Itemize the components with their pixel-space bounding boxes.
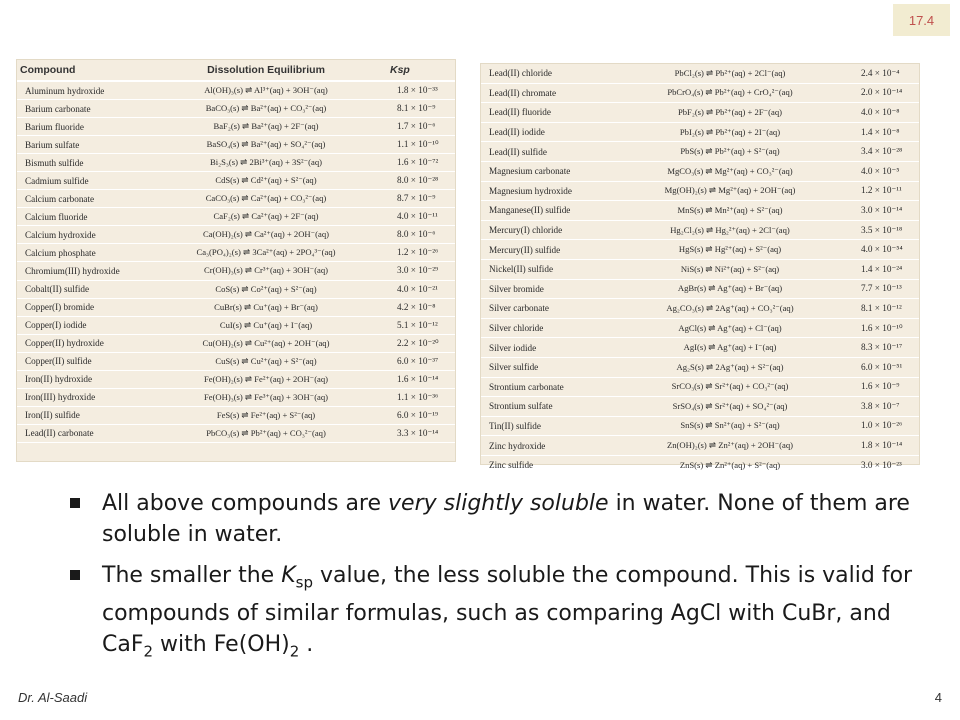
compound-cell: Cobalt(II) sulfide xyxy=(17,280,145,298)
table-row xyxy=(17,244,455,262)
equilibrium-cell: Ag₂S(s) ⇌ 2Ag⁺(aq) + S²⁻(aq) xyxy=(609,357,851,377)
equilibrium-cell: CdS(s) ⇌ Cd²⁺(aq) + S²⁻(aq) xyxy=(145,172,387,190)
square-bullet-icon xyxy=(70,498,80,508)
compound-cell: Lead(II) sulfide xyxy=(481,142,609,162)
compound-cell: Iron(II) hydroxide xyxy=(17,370,145,388)
table-row xyxy=(17,280,455,298)
ksp-cell: 1.7 × 10⁻⁶ xyxy=(387,118,455,136)
ksp-cell: 8.1 × 10⁻⁹ xyxy=(387,100,455,118)
table-row xyxy=(17,172,455,190)
bullet-text xyxy=(102,491,910,547)
ksp-cell: 1.6 × 10⁻¹⁴ xyxy=(387,370,455,388)
bullet-item xyxy=(68,488,928,550)
ksp-cell: 3.4 × 10⁻²⁸ xyxy=(851,142,919,162)
compound-cell: Copper(II) sulfide xyxy=(17,352,145,370)
equilibrium-cell: Ca₃(PO₄)₂(s) ⇌ 3Ca²⁺(aq) + 2PO₄³⁻(aq) xyxy=(145,244,387,262)
equilibrium-cell: Cr(OH)₃(s) ⇌ Cr³⁺(aq) + 3OH⁻(aq) xyxy=(145,262,387,280)
equilibrium-cell: SnS(s) ⇌ Sn²⁺(aq) + S²⁻(aq) xyxy=(609,416,851,436)
table-header-row xyxy=(17,60,455,81)
square-bullet-icon xyxy=(70,570,80,580)
footer-author: Dr. Al-Saadi xyxy=(18,690,88,705)
equilibrium-cell: MnS(s) ⇌ Mn²⁺(aq) + S²⁻(aq) xyxy=(609,201,851,221)
equilibrium-cell: ZnS(s) ⇌ Zn²⁺(aq) + S²⁻(aq) xyxy=(609,455,851,475)
ksp-cell: 4.0 × 10⁻⁵⁴ xyxy=(851,240,919,260)
compound-cell: Lead(II) iodide xyxy=(481,122,609,142)
ksp-cell: 5.1 × 10⁻¹² xyxy=(387,316,455,334)
bullet-text-part: The smaller the xyxy=(102,563,282,588)
compound-cell: Copper(II) hydroxide xyxy=(17,334,145,352)
table-row xyxy=(481,397,919,417)
ksp-table-left xyxy=(16,59,456,462)
compound-cell: Iron(II) sulfide xyxy=(17,406,145,424)
ksp-cell: 2.4 × 10⁻⁴ xyxy=(851,64,919,83)
table-row xyxy=(481,299,919,319)
table-row xyxy=(17,100,455,118)
table-row xyxy=(17,316,455,334)
column-header-compound: Compound xyxy=(17,60,145,81)
ksp-cell: 3.0 × 10⁻²⁹ xyxy=(387,262,455,280)
compound-cell: Silver sulfide xyxy=(481,357,609,377)
ksp-cell: 3.8 × 10⁻⁷ xyxy=(851,397,919,417)
equilibrium-cell: BaF₂(s) ⇌ Ba²⁺(aq) + 2F⁻(aq) xyxy=(145,118,387,136)
table-row xyxy=(481,436,919,456)
ksp-cell: 1.2 × 10⁻²⁶ xyxy=(387,244,455,262)
equilibrium-cell: AgI(s) ⇌ Ag⁺(aq) + I⁻(aq) xyxy=(609,338,851,358)
bullet-text-part: value, the less soluble the compound. This is valid for compounds of similar formulas, such as comparing AgCl with CuBr, and CaF xyxy=(102,563,913,658)
bullet-item xyxy=(68,560,928,668)
table-row xyxy=(17,388,455,406)
compound-cell: Aluminum hydroxide xyxy=(17,81,145,100)
table-row xyxy=(17,370,455,388)
compound-cell: Cadmium sulfide xyxy=(17,172,145,190)
equilibrium-cell: CoS(s) ⇌ Co²⁺(aq) + S²⁻(aq) xyxy=(145,280,387,298)
column-header-ksp xyxy=(387,60,455,81)
ksp-table-right xyxy=(480,63,920,471)
table-row xyxy=(17,298,455,316)
table-row xyxy=(17,226,455,244)
table-row xyxy=(17,118,455,136)
compound-cell: Magnesium carbonate xyxy=(481,161,609,181)
compound-cell: Lead(II) carbonate xyxy=(17,424,145,442)
bullet-list xyxy=(68,488,928,678)
table-row xyxy=(481,338,919,358)
table-row xyxy=(481,103,919,123)
equilibrium-cell: FeS(s) ⇌ Fe²⁺(aq) + S²⁻(aq) xyxy=(145,406,387,424)
compound-cell: Barium sulfate xyxy=(17,136,145,154)
equilibrium-cell: PbCl₂(s) ⇌ Pb²⁺(aq) + 2Cl⁻(aq) xyxy=(609,64,851,83)
compound-cell: Tin(II) sulfide xyxy=(481,416,609,436)
equilibrium-cell: PbCrO₄(s) ⇌ Pb²⁺(aq) + CrO₄²⁻(aq) xyxy=(609,83,851,103)
ksp-cell: 1.6 × 10⁻¹⁰ xyxy=(851,318,919,338)
compound-cell: Strontium carbonate xyxy=(481,377,609,397)
table-row xyxy=(17,208,455,226)
table-row xyxy=(17,352,455,370)
ksp-cell: 2.0 × 10⁻¹⁴ xyxy=(851,83,919,103)
ksp-cell: 1.8 × 10⁻³³ xyxy=(387,81,455,100)
equilibrium-cell: NiS(s) ⇌ Ni²⁺(aq) + S²⁻(aq) xyxy=(609,259,851,279)
compound-cell: Lead(II) chloride xyxy=(481,64,609,83)
column-header-equilibrium: Dissolution Equilibrium xyxy=(145,60,387,81)
equilibrium-cell: CuI(s) ⇌ Cu⁺(aq) + I⁻(aq) xyxy=(145,316,387,334)
compound-cell: Manganese(II) sulfide xyxy=(481,201,609,221)
equilibrium-cell: CuBr(s) ⇌ Cu⁺(aq) + Br⁻(aq) xyxy=(145,298,387,316)
table-row xyxy=(481,455,919,475)
compound-cell: Mercury(I) chloride xyxy=(481,220,609,240)
compound-cell: Zinc hydroxide xyxy=(481,436,609,456)
ksp-cell: 8.0 × 10⁻⁶ xyxy=(387,226,455,244)
table-row xyxy=(17,154,455,172)
equilibrium-cell: PbI₂(s) ⇌ Pb²⁺(aq) + 2I⁻(aq) xyxy=(609,122,851,142)
compound-cell: Strontium sulfate xyxy=(481,397,609,417)
compound-cell: Calcium fluoride xyxy=(17,208,145,226)
ksp-cell: 3.3 × 10⁻¹⁴ xyxy=(387,424,455,442)
equilibrium-cell: PbCO₃(s) ⇌ Pb²⁺(aq) + CO₃²⁻(aq) xyxy=(145,424,387,442)
compound-cell: Silver bromide xyxy=(481,279,609,299)
table-row xyxy=(481,83,919,103)
compound-cell: Lead(II) chromate xyxy=(481,83,609,103)
equilibrium-cell: CuS(s) ⇌ Cu²⁺(aq) + S²⁻(aq) xyxy=(145,352,387,370)
compound-cell: Magnesium hydroxide xyxy=(481,181,609,201)
compound-cell: Silver iodide xyxy=(481,338,609,358)
ksp-header-text: Ksp xyxy=(390,64,410,76)
bullet-text-part: 2 xyxy=(143,642,154,661)
equilibrium-cell: AgCl(s) ⇌ Ag⁺(aq) + Cl⁻(aq) xyxy=(609,318,851,338)
ksp-cell: 4.0 × 10⁻⁵ xyxy=(851,161,919,181)
compound-cell: Iron(III) hydroxide xyxy=(17,388,145,406)
bullet-text-part: with Fe(OH) xyxy=(153,632,290,658)
equilibrium-cell: PbS(s) ⇌ Pb²⁺(aq) + S²⁻(aq) xyxy=(609,142,851,162)
bullet-text-part: K xyxy=(281,563,296,588)
ksp-cell: 4.0 × 10⁻⁸ xyxy=(851,103,919,123)
table-row xyxy=(481,142,919,162)
compound-cell: Zinc sulfide xyxy=(481,455,609,475)
ksp-cell: 8.7 × 10⁻⁹ xyxy=(387,190,455,208)
ksp-cell: 1.2 × 10⁻¹¹ xyxy=(851,181,919,201)
table-row xyxy=(17,136,455,154)
ksp-cell: 1.1 × 10⁻³⁶ xyxy=(387,388,455,406)
compound-cell: Silver carbonate xyxy=(481,299,609,319)
ksp-cell: 3.5 × 10⁻¹⁸ xyxy=(851,220,919,240)
table-row xyxy=(481,201,919,221)
compound-cell: Lead(II) fluoride xyxy=(481,103,609,123)
compound-cell: Calcium carbonate xyxy=(17,190,145,208)
equilibrium-cell: Fe(OH)₂(s) ⇌ Fe²⁺(aq) + 2OH⁻(aq) xyxy=(145,370,387,388)
compound-cell: Calcium phosphate xyxy=(17,244,145,262)
equilibrium-cell: Cu(OH)₂(s) ⇌ Cu²⁺(aq) + 2OH⁻(aq) xyxy=(145,334,387,352)
ksp-cell: 6.0 × 10⁻³⁷ xyxy=(387,352,455,370)
ksp-cell: 3.0 × 10⁻²³ xyxy=(851,455,919,475)
compound-cell: Bismuth sulfide xyxy=(17,154,145,172)
table-row xyxy=(481,240,919,260)
ksp-cell: 4.0 × 10⁻²¹ xyxy=(387,280,455,298)
bullet-text-part: very slightly soluble xyxy=(388,491,609,516)
equilibrium-cell: SrCO₃(s) ⇌ Sr²⁺(aq) + CO₃²⁻(aq) xyxy=(609,377,851,397)
table-row xyxy=(481,357,919,377)
compound-cell: Silver chloride xyxy=(481,318,609,338)
table-row xyxy=(481,259,919,279)
ksp-cell: 3.0 × 10⁻¹⁴ xyxy=(851,201,919,221)
bullet-text xyxy=(102,563,913,661)
equilibrium-cell: SrSO₄(s) ⇌ Sr²⁺(aq) + SO₄²⁻(aq) xyxy=(609,397,851,417)
equilibrium-cell: BaSO₄(s) ⇌ Ba²⁺(aq) + SO₄²⁻(aq) xyxy=(145,136,387,154)
table-row xyxy=(481,64,919,83)
ksp-cell: 1.0 × 10⁻²⁶ xyxy=(851,416,919,436)
equilibrium-cell: BaCO₃(s) ⇌ Ba²⁺(aq) + CO₃²⁻(aq) xyxy=(145,100,387,118)
ksp-cell: 8.3 × 10⁻¹⁷ xyxy=(851,338,919,358)
ksp-cell: 8.1 × 10⁻¹² xyxy=(851,299,919,319)
ksp-cell: 1.1 × 10⁻¹⁰ xyxy=(387,136,455,154)
equilibrium-cell: CaCO₃(s) ⇌ Ca²⁺(aq) + CO₃²⁻(aq) xyxy=(145,190,387,208)
ksp-cell: 1.6 × 10⁻⁷² xyxy=(387,154,455,172)
compound-cell: Calcium hydroxide xyxy=(17,226,145,244)
bullet-text-part: sp xyxy=(295,573,313,592)
equilibrium-cell: Zn(OH)₂(s) ⇌ Zn²⁺(aq) + 2OH⁻(aq) xyxy=(609,436,851,456)
ksp-cell: 6.0 × 10⁻⁵¹ xyxy=(851,357,919,377)
ksp-cell: 1.8 × 10⁻¹⁴ xyxy=(851,436,919,456)
table-row xyxy=(481,279,919,299)
bullet-text-part: All above compounds are xyxy=(102,491,389,516)
compound-cell: Chromium(III) hydroxide xyxy=(17,262,145,280)
equilibrium-cell: Fe(OH)₃(s) ⇌ Fe³⁺(aq) + 3OH⁻(aq) xyxy=(145,388,387,406)
compound-cell: Barium fluoride xyxy=(17,118,145,136)
table-row xyxy=(17,334,455,352)
compound-cell: Nickel(II) sulfide xyxy=(481,259,609,279)
page-number: 4 xyxy=(934,690,942,705)
compound-cell: Mercury(II) sulfide xyxy=(481,240,609,260)
ksp-cell: 1.4 × 10⁻²⁴ xyxy=(851,259,919,279)
equilibrium-cell: Mg(OH)₂(s) ⇌ Mg²⁺(aq) + 2OH⁻(aq) xyxy=(609,181,851,201)
ksp-cell: 6.0 × 10⁻¹⁹ xyxy=(387,406,455,424)
equilibrium-cell: Al(OH)₃(s) ⇌ Al³⁺(aq) + 3OH⁻(aq) xyxy=(145,81,387,100)
ksp-cell: 1.6 × 10⁻⁹ xyxy=(851,377,919,397)
slide-section-tag: 17.4 xyxy=(893,4,950,36)
equilibrium-cell: Bi₂S₃(s) ⇌ 2Bi³⁺(aq) + 3S²⁻(aq) xyxy=(145,154,387,172)
table-row xyxy=(481,416,919,436)
equilibrium-cell: PbF₂(s) ⇌ Pb²⁺(aq) + 2F⁻(aq) xyxy=(609,103,851,123)
equilibrium-cell: Ag₂CO₃(s) ⇌ 2Ag⁺(aq) + CO₃²⁻(aq) xyxy=(609,299,851,319)
table-row xyxy=(481,318,919,338)
ksp-cell: 7.7 × 10⁻¹³ xyxy=(851,279,919,299)
ksp-cell: 4.0 × 10⁻¹¹ xyxy=(387,208,455,226)
ksp-cell: 8.0 × 10⁻²⁸ xyxy=(387,172,455,190)
table-row xyxy=(481,161,919,181)
table-row xyxy=(17,81,455,100)
equilibrium-cell: MgCO₃(s) ⇌ Mg²⁺(aq) + CO₃²⁻(aq) xyxy=(609,161,851,181)
bullet-text-part: . xyxy=(299,632,314,658)
equilibrium-cell: AgBr(s) ⇌ Ag⁺(aq) + Br⁻(aq) xyxy=(609,279,851,299)
ksp-cell: 4.2 × 10⁻⁸ xyxy=(387,298,455,316)
table-row xyxy=(481,122,919,142)
equilibrium-cell: HgS(s) ⇌ Hg²⁺(aq) + S²⁻(aq) xyxy=(609,240,851,260)
table-row xyxy=(17,406,455,424)
ksp-cell: 2.2 × 10⁻²⁰ xyxy=(387,334,455,352)
compound-cell: Copper(I) iodide xyxy=(17,316,145,334)
table-row xyxy=(481,220,919,240)
table-row xyxy=(481,181,919,201)
table-row xyxy=(17,190,455,208)
equilibrium-cell: Ca(OH)₂(s) ⇌ Ca²⁺(aq) + 2OH⁻(aq) xyxy=(145,226,387,244)
table-row xyxy=(17,262,455,280)
bullet-text-part: 2 xyxy=(289,642,300,661)
table-row xyxy=(17,424,455,442)
equilibrium-cell: CaF₂(s) ⇌ Ca²⁺(aq) + 2F⁻(aq) xyxy=(145,208,387,226)
bullet-text-part: in water. None of them are soluble in water. xyxy=(102,491,910,547)
table-row xyxy=(481,377,919,397)
equilibrium-cell: Hg₂Cl₂(s) ⇌ Hg₂²⁺(aq) + 2Cl⁻(aq) xyxy=(609,220,851,240)
ksp-cell: 1.4 × 10⁻⁸ xyxy=(851,122,919,142)
compound-cell: Barium carbonate xyxy=(17,100,145,118)
compound-cell: Copper(I) bromide xyxy=(17,298,145,316)
